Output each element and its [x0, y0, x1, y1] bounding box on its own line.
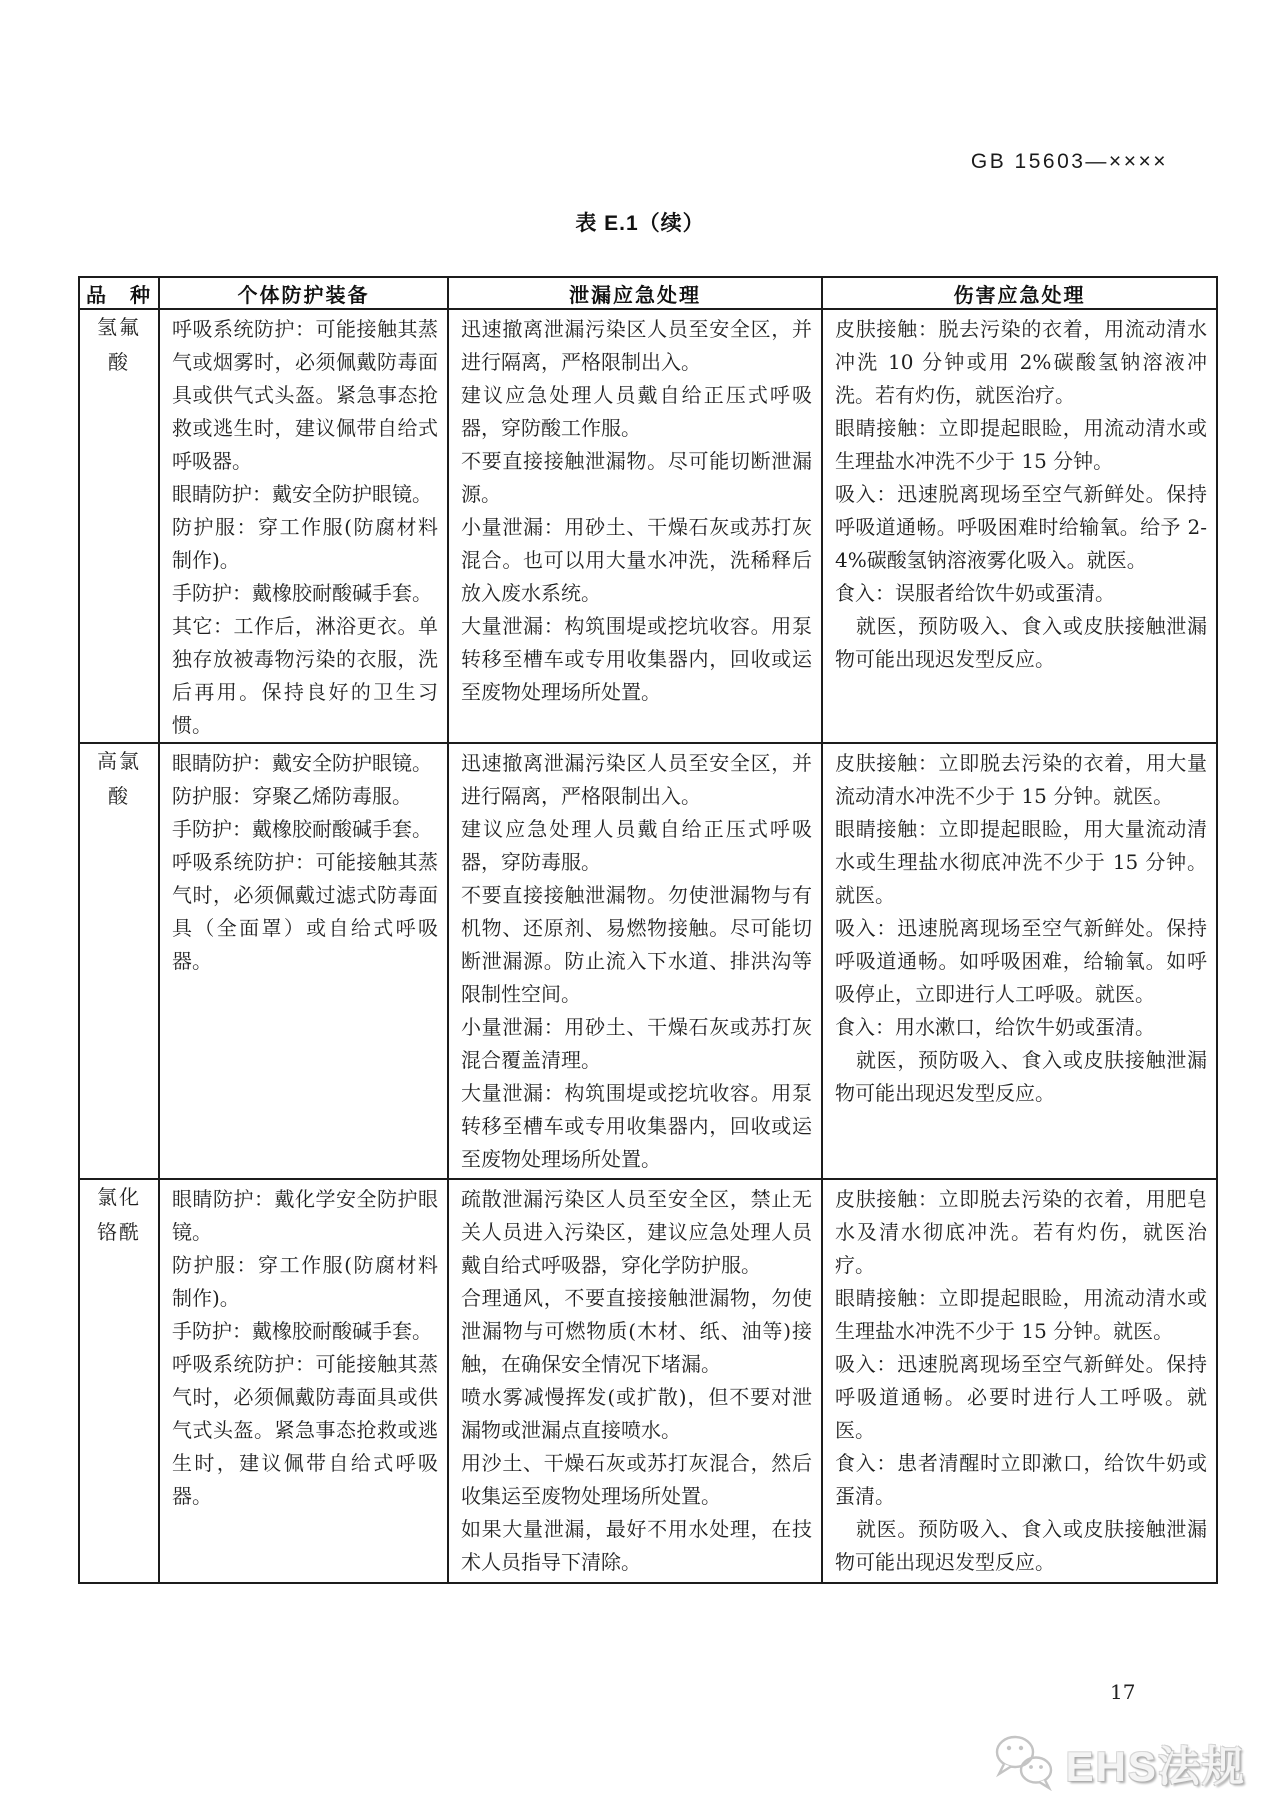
paragraph: 就医，预防吸入、食入或皮肤接触泄漏物可能出现迟发型反应。: [835, 1048, 1207, 1105]
paragraph: 皮肤接触：脱去污染的衣着，用流动清水冲洗 10 分钟或用 2%碳酸氢钠溶液冲洗。若有灼伤，就医治疗。: [835, 317, 1207, 407]
species-cell: [79, 309, 159, 743]
injury-response-cell: [822, 1179, 1217, 1583]
paragraph: 手防护：戴橡胶耐酸碱手套。: [172, 581, 432, 605]
page-number: 17: [1110, 1680, 1136, 1704]
ppe-cell: [159, 743, 448, 1179]
ppe-cell: [159, 309, 448, 743]
leak-response-cell: [448, 1179, 822, 1583]
paragraph: 呼吸系统防护：可能接触其蒸气或烟雾时，必须佩戴防毒面具或供气式头盔。紧急事态抢救或逃生时，建议佩带自给式呼吸器。: [172, 317, 438, 473]
paragraph: 眼睛防护：戴安全防护眼镜。: [172, 482, 432, 506]
paragraph: 手防护：戴橡胶耐酸碱手套。: [172, 817, 432, 841]
paragraph: 如果大量泄漏，最好不用水处理，在技术人员指导下清除。: [461, 1517, 812, 1574]
paragraph: 眼睛接触：立即提起眼睑，用流动清水或生理盐水冲洗不少于 15 分钟。就医。: [835, 1286, 1207, 1343]
paragraph: 皮肤接触：立即脱去污染的衣着，用肥皂水及清水彻底冲洗。若有灼伤，就医治疗。: [835, 1187, 1207, 1277]
species-name-line: 酸: [108, 784, 130, 808]
paragraph: 疏散泄漏污染区人员至安全区，禁止无关人员进入污染区，建议应急处理人员戴自给式呼吸器，穿化学防护服。: [461, 1187, 812, 1277]
paragraph: 眼睛接触：立即提起眼睑，用流动清水或生理盐水冲洗不少于 15 分钟。: [835, 416, 1207, 473]
leak-response-cell: [448, 743, 822, 1179]
table-title: 表 E.1（续）: [575, 212, 705, 235]
wechat-icon: [992, 1733, 1056, 1795]
paragraph: 呼吸系统防护：可能接触其蒸气时，必须佩戴防毒面具或供气式头盔。紧急事态抢救或逃生时，建议佩带自给式呼吸器。: [172, 1352, 438, 1508]
species-name-line: 高氯: [97, 749, 141, 773]
paragraph: 大量泄漏：构筑围堤或挖坑收容。用泵转移至槽车或专用收集器内，回收或运至废物处理场所处置。: [461, 614, 812, 704]
paragraph: 防护服：穿聚乙烯防毒服。: [172, 784, 412, 808]
paragraph: 用沙土、干燥石灰或苏打灰混合，然后收集运至废物处理场所处置。: [461, 1451, 812, 1508]
paragraph: 食入：误服者给饮牛奶或蛋清。: [835, 581, 1115, 605]
leak-response-cell: [448, 309, 822, 743]
paragraph: 其它：工作后，淋浴更衣。单独存放被毒物污染的衣服，洗后再用。保持良好的卫生习惯。: [172, 614, 438, 737]
paragraph: 就医。预防吸入、食入或皮肤接触泄漏物可能出现迟发型反应。: [835, 1517, 1207, 1574]
paragraph: 吸入：迅速脱离现场至空气新鲜处。保持呼吸道通畅。如呼吸困难，给输氧。如呼吸停止，立即进行人工呼吸。就医。: [835, 916, 1207, 1006]
table-row-hydrofluoric-acid: [79, 309, 1217, 743]
table-row-chromyl-chloride: [79, 1179, 1217, 1583]
paragraph: 小量泄漏：用砂土、干燥石灰或苏打灰混合覆盖清理。: [461, 1015, 812, 1072]
table-row-perchloric-acid: [79, 743, 1217, 1179]
paragraph: 眼睛防护：戴化学安全防护眼镜。: [172, 1187, 438, 1244]
paragraph: 食入：患者清醒时立即漱口，给饮牛奶或蛋清。: [835, 1451, 1207, 1508]
paragraph: 不要直接接触泄漏物。勿使泄漏物与有机物、还原剂、易燃物接触。尽可能切断泄漏源。防止流入下水道、排洪沟等限制性空间。: [461, 883, 812, 1006]
paragraph: 食入：用水漱口，给饮牛奶或蛋清。: [835, 1015, 1155, 1039]
paragraph: 呼吸系统防护：可能接触其蒸气时，必须佩戴过滤式防毒面具（全面罩）或自给式呼吸器。: [172, 850, 438, 973]
paragraph: 大量泄漏：构筑围堤或挖坑收容。用泵转移至槽车或专用收集器内，回收或运至废物处理场所处置。: [461, 1081, 812, 1171]
paragraph: 眼睛防护：戴安全防护眼镜。: [172, 751, 432, 775]
species-cell: [79, 1179, 159, 1583]
paragraph: 小量泄漏：用砂土、干燥石灰或苏打灰混合。也可以用大量水冲洗，洗稀释后放入废水系统。: [461, 515, 812, 605]
table-header-row: [79, 277, 1217, 309]
ppe-cell: [159, 1179, 448, 1583]
injury-response-cell: [822, 743, 1217, 1179]
paragraph: 建议应急处理人员戴自给正压式呼吸器，穿防酸工作服。: [461, 383, 812, 440]
injury-response-cell: [822, 309, 1217, 743]
paragraph: 吸入：迅速脱离现场至空气新鲜处。保持呼吸道通畅。呼吸困难时给输氧。给予 2-4%碳酸氢钠溶液雾化吸入。就医。: [835, 482, 1207, 572]
column-header-injury-response: 伤害应急处理: [822, 277, 1217, 309]
paragraph: 吸入：迅速脱离现场至空气新鲜处。保持呼吸道通畅。必要时进行人工呼吸。就医。: [835, 1352, 1207, 1442]
paragraph: 手防护：戴橡胶耐酸碱手套。: [172, 1319, 432, 1343]
paragraph: 就医，预防吸入、食入或皮肤接触泄漏物可能出现迟发型反应。: [835, 614, 1207, 671]
paragraph: 合理通风，不要直接接触泄漏物，勿使泄漏物与可燃物质(木材、纸、油等)接触，在确保安全情况下堵漏。: [461, 1286, 812, 1376]
column-header-species: 品 种: [79, 277, 159, 309]
paragraph: 迅速撤离泄漏污染区人员至安全区，并进行隔离，严格限制出入。: [461, 751, 812, 808]
watermark-text: EHS法规: [1065, 1743, 1246, 1790]
species-name-line: 氯化: [97, 1185, 141, 1209]
column-header-leak-response: 泄漏应急处理: [448, 277, 822, 309]
species-name-line: 铬酰: [97, 1220, 141, 1244]
species-name-line: 酸: [108, 350, 130, 374]
paragraph: 喷水雾减慢挥发(或扩散)，但不要对泄漏物或泄漏点直接喷水。: [461, 1385, 812, 1442]
paragraph: 皮肤接触：立即脱去污染的衣着，用大量流动清水冲洗不少于 15 分钟。就医。: [835, 751, 1207, 808]
table-e1-continued: [78, 276, 1218, 1584]
paragraph: 建议应急处理人员戴自给正压式呼吸器，穿防毒服。: [461, 817, 812, 874]
column-header-ppe: 个体防护装备: [159, 277, 448, 309]
species-name-line: 氢氟: [97, 315, 141, 339]
standard-number: GB 15603—××××: [970, 150, 1168, 173]
paragraph: 不要直接接触泄漏物。尽可能切断泄漏源。: [461, 449, 812, 506]
paragraph: 眼睛接触：立即提起眼睑，用大量流动清水或生理盐水彻底冲洗不少于 15 分钟。就医。: [835, 817, 1207, 907]
paragraph: 防护服：穿工作服(防腐材料制作)。: [172, 1253, 438, 1310]
watermark: [992, 1733, 1246, 1795]
species-cell: [79, 743, 159, 1179]
paragraph: 防护服：穿工作服(防腐材料制作)。: [172, 515, 438, 572]
paragraph: 迅速撤离泄漏污染区人员至安全区，并进行隔离，严格限制出入。: [461, 317, 812, 374]
